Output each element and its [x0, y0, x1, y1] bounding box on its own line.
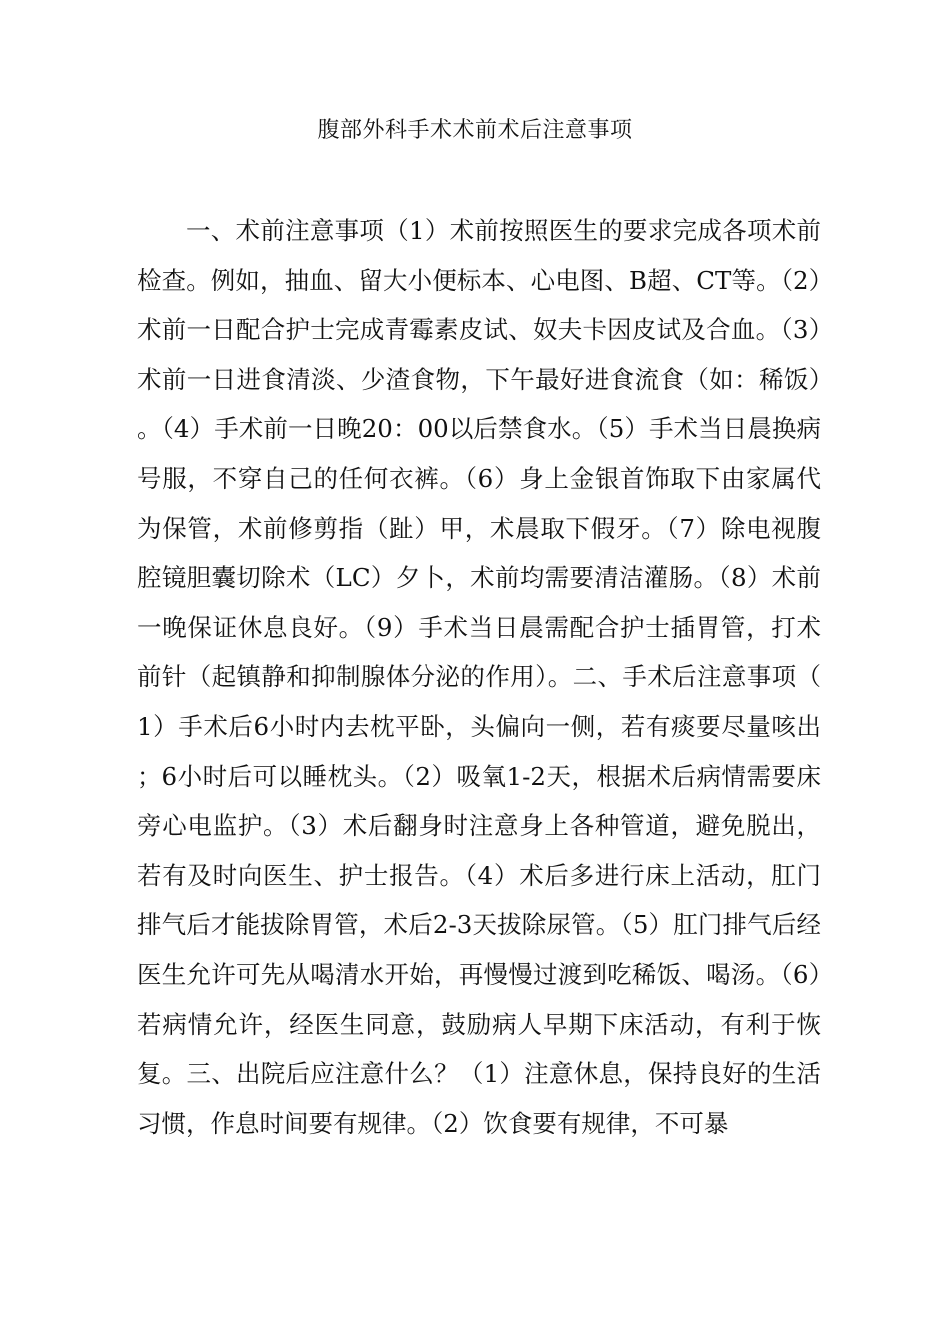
- document-body: 一、术前注意事项（1）术前按照医生的要求完成各项术前检查。例如，抽血、留大小便标本、心电图、B超、CT等。（2）术前一日配合护士完成青霉素皮试、奴夫卡因皮试及合血。（3）术前一日进食清淡、少渣食物，下午最好进食流食（如：稀饭）。（4）手术前一日晚20：00以后禁食水。（5）手术当日晨换病号服，不穿自己的任何衣裤。（6）身上金银首饰取下由家属代为保管，术前修剪指（趾）甲，术晨取下假牙。（7）除电视腹腔镜胆囊切除术（LC）夕卜，术前均需要清洁灌肠。（8）术前一晚保证休息良好。（9）手术当日晨需配合护士插胃管，打术前针（起镇静和抑制腺体分泌的作用）。二、手术后注意事项（1）手术后6小时内去枕平卧，头偏向一侧，若有痰要尽量咳出；6小时后可以睡枕头。（2）吸氧1-2天，根据术后病情需要床旁心电监护。（3）术后翻身时注意身上各种管道，避免脱出，若有及时向医生、护士报告。（4）术后多进行床上活动，肛门排气后才能拔除胃管，术后2-3天拔除尿管。（5）肛门排气后经医生允许可先从喝清水开始，再慢慢过渡到吃稀饭、喝汤。（6）若病情允许，经医生同意，鼓励病人早期下床活动，有利于恢复。三、出院后应注意什么？（1）注意休息，保持良好的生活习惯，作息时间要有规律。（2）饮食要有规律，不可暴: [137, 216, 821, 1138]
- document-title: 腹部外科手术术前术后注意事项: [317, 118, 633, 143]
